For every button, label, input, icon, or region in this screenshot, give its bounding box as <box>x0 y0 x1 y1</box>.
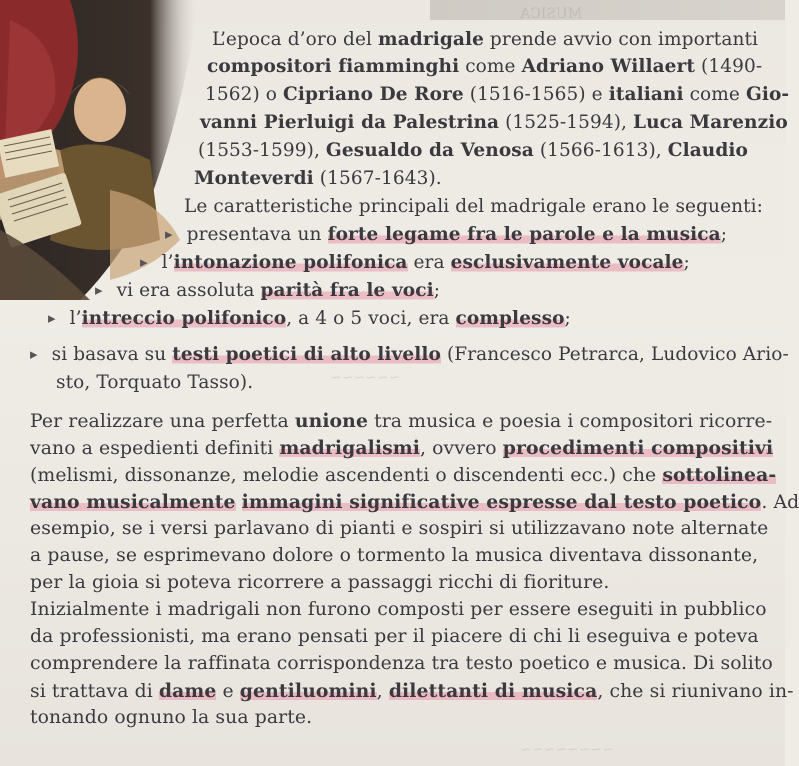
body-line-11: si trattava di dame e gentiluomini, dilettanti di musica, che si riunivano in- <box>30 680 794 702</box>
body-line-2: vano a espedienti definiti madrigalismi, ovvero procedimenti compositivi <box>30 437 774 459</box>
body-line-9: da professionisti, ma erano pensati per il piacere di chi li eseguiva e poteva <box>30 626 759 647</box>
intro-line-7: Le caratteristiche principali del madrigale erano le seguenti: <box>184 196 764 217</box>
feature-bullet-2: ▸ l’intonazione polifonica era esclusivamente vocale; <box>140 251 690 275</box>
top-decorative-band <box>430 0 785 20</box>
intro-line-6: Monteverdi (1567-1643). <box>194 168 442 189</box>
body-line-1: Per realizzare una perfetta unione tra musica e poesia i compositori ricorre- <box>30 410 773 432</box>
feature-bullet-3: ▸ vi era assoluta parità fra le voci; <box>95 279 440 303</box>
bleed-through-text: ~~~~~~~~ <box>520 742 614 758</box>
body-line-8: Inizialmente i madrigali non furono composti per essere eseguiti in pubblico <box>30 599 767 620</box>
body-line-7: per la gioia si poteva ricorrere a passaggi ricchi di fioriture. <box>30 572 610 593</box>
body-line-5: esempio, se i versi parlavano di pianti e sospiri si utilizzavano note alternate <box>30 518 769 539</box>
feature-bullet-1: ▸ presentava un forte legame fra le parole e la musica; <box>165 223 727 247</box>
bleed-through-text: ~~~~~~ <box>330 370 401 386</box>
body-line-6: a pause, se esprimevano dolore o tormento la musica diventava dissonante, <box>30 545 759 566</box>
body-line-12: tonando ognuno la sua parte. <box>30 707 313 728</box>
feature-bullet-4: ▸ l’intreccio polifonico, a 4 o 5 voci, era complesso; <box>48 307 571 331</box>
intro-line-1: L’epoca d’oro del madrigale prende avvio con importanti <box>212 29 759 50</box>
bleed-through-text: MUSICA <box>520 6 583 22</box>
body-line-10: comprendere la raffinata corrispondenza tra testo poetico e musica. Di solito <box>30 653 773 674</box>
intro-line-4: vanni Pierluigi da Palestrina (1525-1594), Luca Marenzio <box>200 112 788 133</box>
feature-bullet-5: ▸ si basava su testi poetici di alto livello (Francesco Petrarca, Ludovico Ario- <box>30 343 789 367</box>
body-line-4: vano musicalmente immagini significative espresse dal testo poetico. Ad <box>30 491 799 513</box>
intro-line-2: compositori fiamminghi come Adriano Willaert (1490- <box>207 56 763 77</box>
intro-line-5: (1553-1599), Gesualdo da Venosa (1566-1613), Claudio <box>198 140 748 161</box>
feature-bullet-5-continued: sto, Torquato Tasso). <box>56 372 254 393</box>
body-line-3: (melismi, dissonanze, melodie ascendenti o discendenti ecc.) che sottolinea- <box>30 464 777 486</box>
intro-line-3: 1562) o Cipriano De Rore (1516-1565) e italiani come Gio- <box>205 84 790 105</box>
